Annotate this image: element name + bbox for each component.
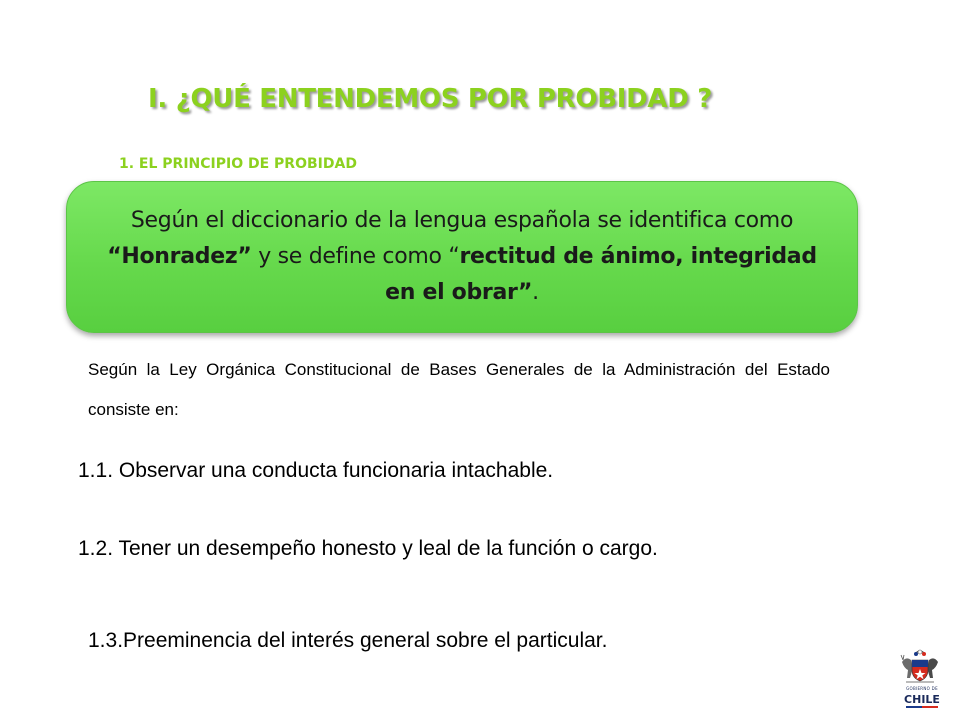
page-title: I. ¿QUÉ ENTENDEMOS POR PROBIDAD ? <box>148 84 713 114</box>
logo-flag-bar <box>906 706 938 708</box>
list-item: 1.2. Tener un desempeño honesto y leal de la función o cargo. <box>78 537 658 560</box>
definition-part2: y se define como “ <box>251 244 460 269</box>
gobierno-de-chile-logo <box>890 648 950 714</box>
logo-name: CHILE <box>904 693 940 706</box>
definition-end: . <box>532 280 539 305</box>
definition-term: “Honradez” <box>107 244 252 269</box>
definition-meaning: rectitud de ánimo, integridad en el obrar <box>385 244 817 305</box>
list-item: 1.1. Observar una conducta funcionaria intachable. <box>78 459 554 482</box>
definition-text <box>97 203 827 311</box>
definition-close-quote: ” <box>518 280 533 305</box>
definition-part1: Según el diccionario de la lengua española se identifica como <box>130 208 794 233</box>
chile-coat-of-arms-icon <box>890 648 950 688</box>
ley-paragraph: Según la Ley Orgánica Constitucional de Bases Generales de la Administración del Estado consiste en: <box>88 360 830 419</box>
logo-small-text: GOBIERNO DE <box>906 686 938 691</box>
section-subtitle: 1. EL PRINCIPIO DE PROBIDAD <box>119 156 357 172</box>
list-item: 1.3.Preeminencia del interés general sobre el particular. <box>88 629 608 652</box>
definition-box <box>66 181 858 333</box>
